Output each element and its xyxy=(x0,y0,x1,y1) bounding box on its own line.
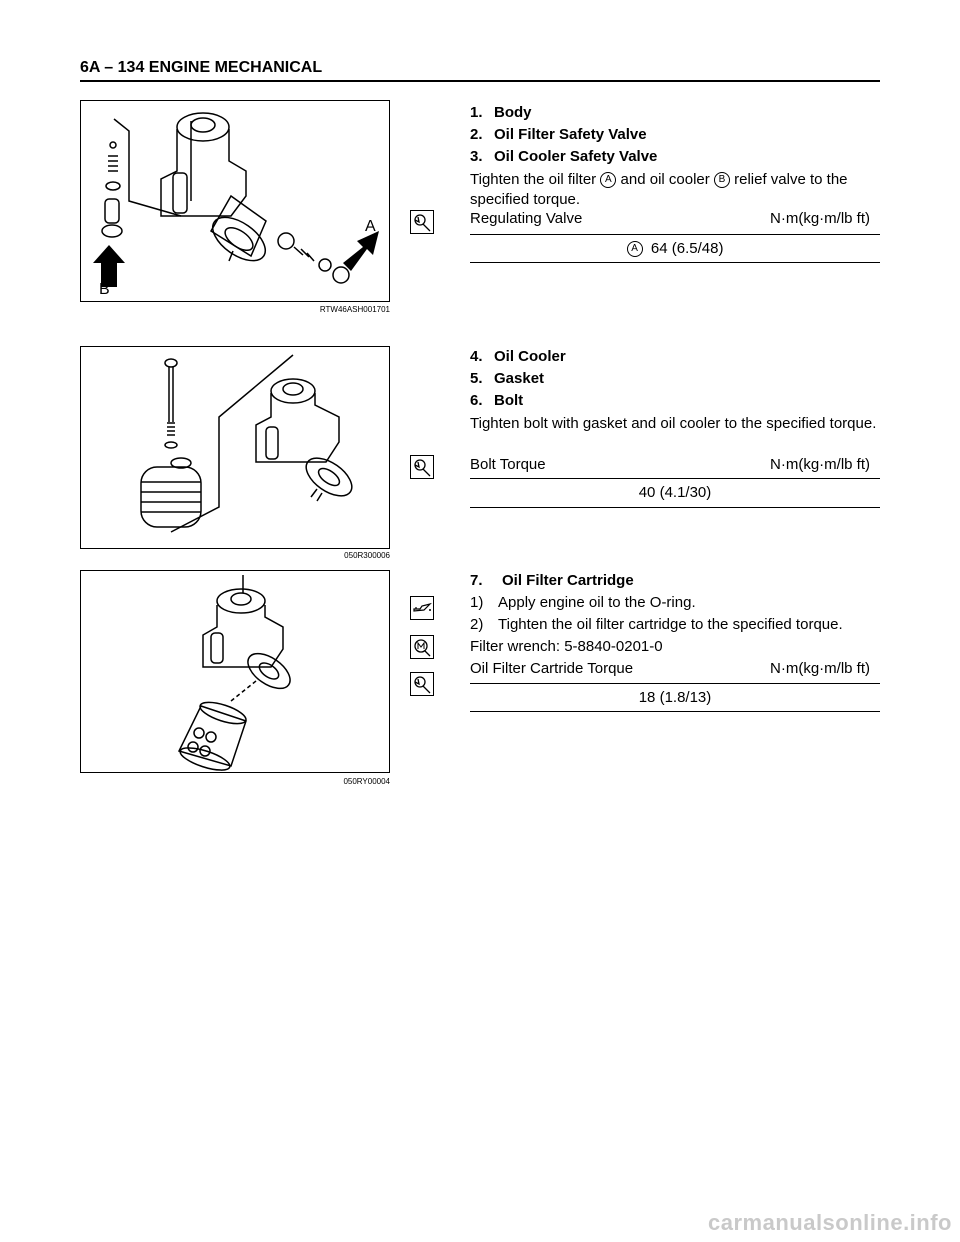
section-oil-filter xyxy=(430,572,880,722)
section-valves xyxy=(430,104,880,274)
label-a: A xyxy=(365,218,376,235)
label-b: B xyxy=(99,281,110,298)
torque-unit: N·m(kg·m/lb ft) xyxy=(770,660,870,677)
oil-can-icon xyxy=(410,596,434,620)
figure-caption: 050R300006 xyxy=(344,551,390,560)
torque-unit: N·m(kg·m/lb ft) xyxy=(770,456,870,473)
special-tool-text: Filter wrench: 5-8840-0201-0 xyxy=(470,638,663,655)
torque-label: Oil Filter Cartride Torque xyxy=(470,660,634,677)
torque-wrench-icon xyxy=(410,210,434,234)
list-item: 5. Gasket xyxy=(470,370,545,387)
torque-label: Bolt Torque xyxy=(470,456,546,473)
table-rule xyxy=(470,507,880,508)
torque-header-row xyxy=(470,456,880,476)
torque-value: 64 (6.5/48) xyxy=(650,240,724,257)
torque-wrench-icon xyxy=(410,672,434,696)
list-item: 3. Oil Cooler Safety Valve xyxy=(470,148,658,165)
oil-cooler-diagram xyxy=(81,347,389,548)
table-rule xyxy=(470,683,880,684)
table-rule xyxy=(470,478,880,479)
torque-wrench-icon xyxy=(410,455,434,479)
figure-valves xyxy=(80,100,390,302)
instruction-text: Tighten the oil filter A and oil cooler B relief valve to the specified torque. xyxy=(470,171,848,208)
torque-header-row xyxy=(470,660,880,680)
torque-label: Regulating Valve xyxy=(470,210,583,227)
watermark: carmanualsonline.info xyxy=(708,1210,952,1235)
section-oil-cooler xyxy=(430,348,880,518)
figure-caption: RTW46ASH001701 xyxy=(319,305,390,314)
torque-value-row xyxy=(470,240,880,257)
step-item: 1) Apply engine oil to the O-ring. xyxy=(470,594,696,611)
figure-oil-cooler xyxy=(80,346,390,549)
torque-unit: N·m(kg·m/lb ft) xyxy=(770,210,870,227)
list-item: 6. Bolt xyxy=(470,392,524,409)
page-title: 6A – 134 ENGINE MECHANICAL xyxy=(80,59,323,76)
circle-a-marker: A xyxy=(600,172,616,188)
figure-oil-filter xyxy=(80,570,390,773)
list-item: 4. Oil Cooler xyxy=(470,348,566,365)
special-tool-icon xyxy=(410,635,434,659)
valves-diagram xyxy=(81,101,389,301)
circle-b-marker: B xyxy=(714,172,730,188)
torque-value: 40 (4.1/30) xyxy=(638,484,712,501)
list-item: 2. Oil Filter Safety Valve xyxy=(470,126,647,143)
table-rule xyxy=(470,711,880,712)
page-header xyxy=(80,58,880,82)
torque-value: 18 (1.8/13) xyxy=(638,689,712,706)
instruction-text: Tighten bolt with gasket and oil cooler to the specified torque. xyxy=(470,415,877,432)
step-item: 2) Tighten the oil filter cartridge to the specified torque. xyxy=(470,616,843,633)
table-rule xyxy=(470,262,880,263)
list-item: 1. Body xyxy=(470,104,532,121)
figure-caption: 050RY00004 xyxy=(343,777,390,786)
circle-a-marker: A xyxy=(627,241,643,257)
arrow-a-icon xyxy=(343,231,379,271)
table-rule xyxy=(470,234,880,235)
oil-filter-diagram xyxy=(81,571,389,772)
list-item: 7. Oil Filter Cartridge xyxy=(470,572,634,589)
torque-header-row xyxy=(470,210,880,230)
